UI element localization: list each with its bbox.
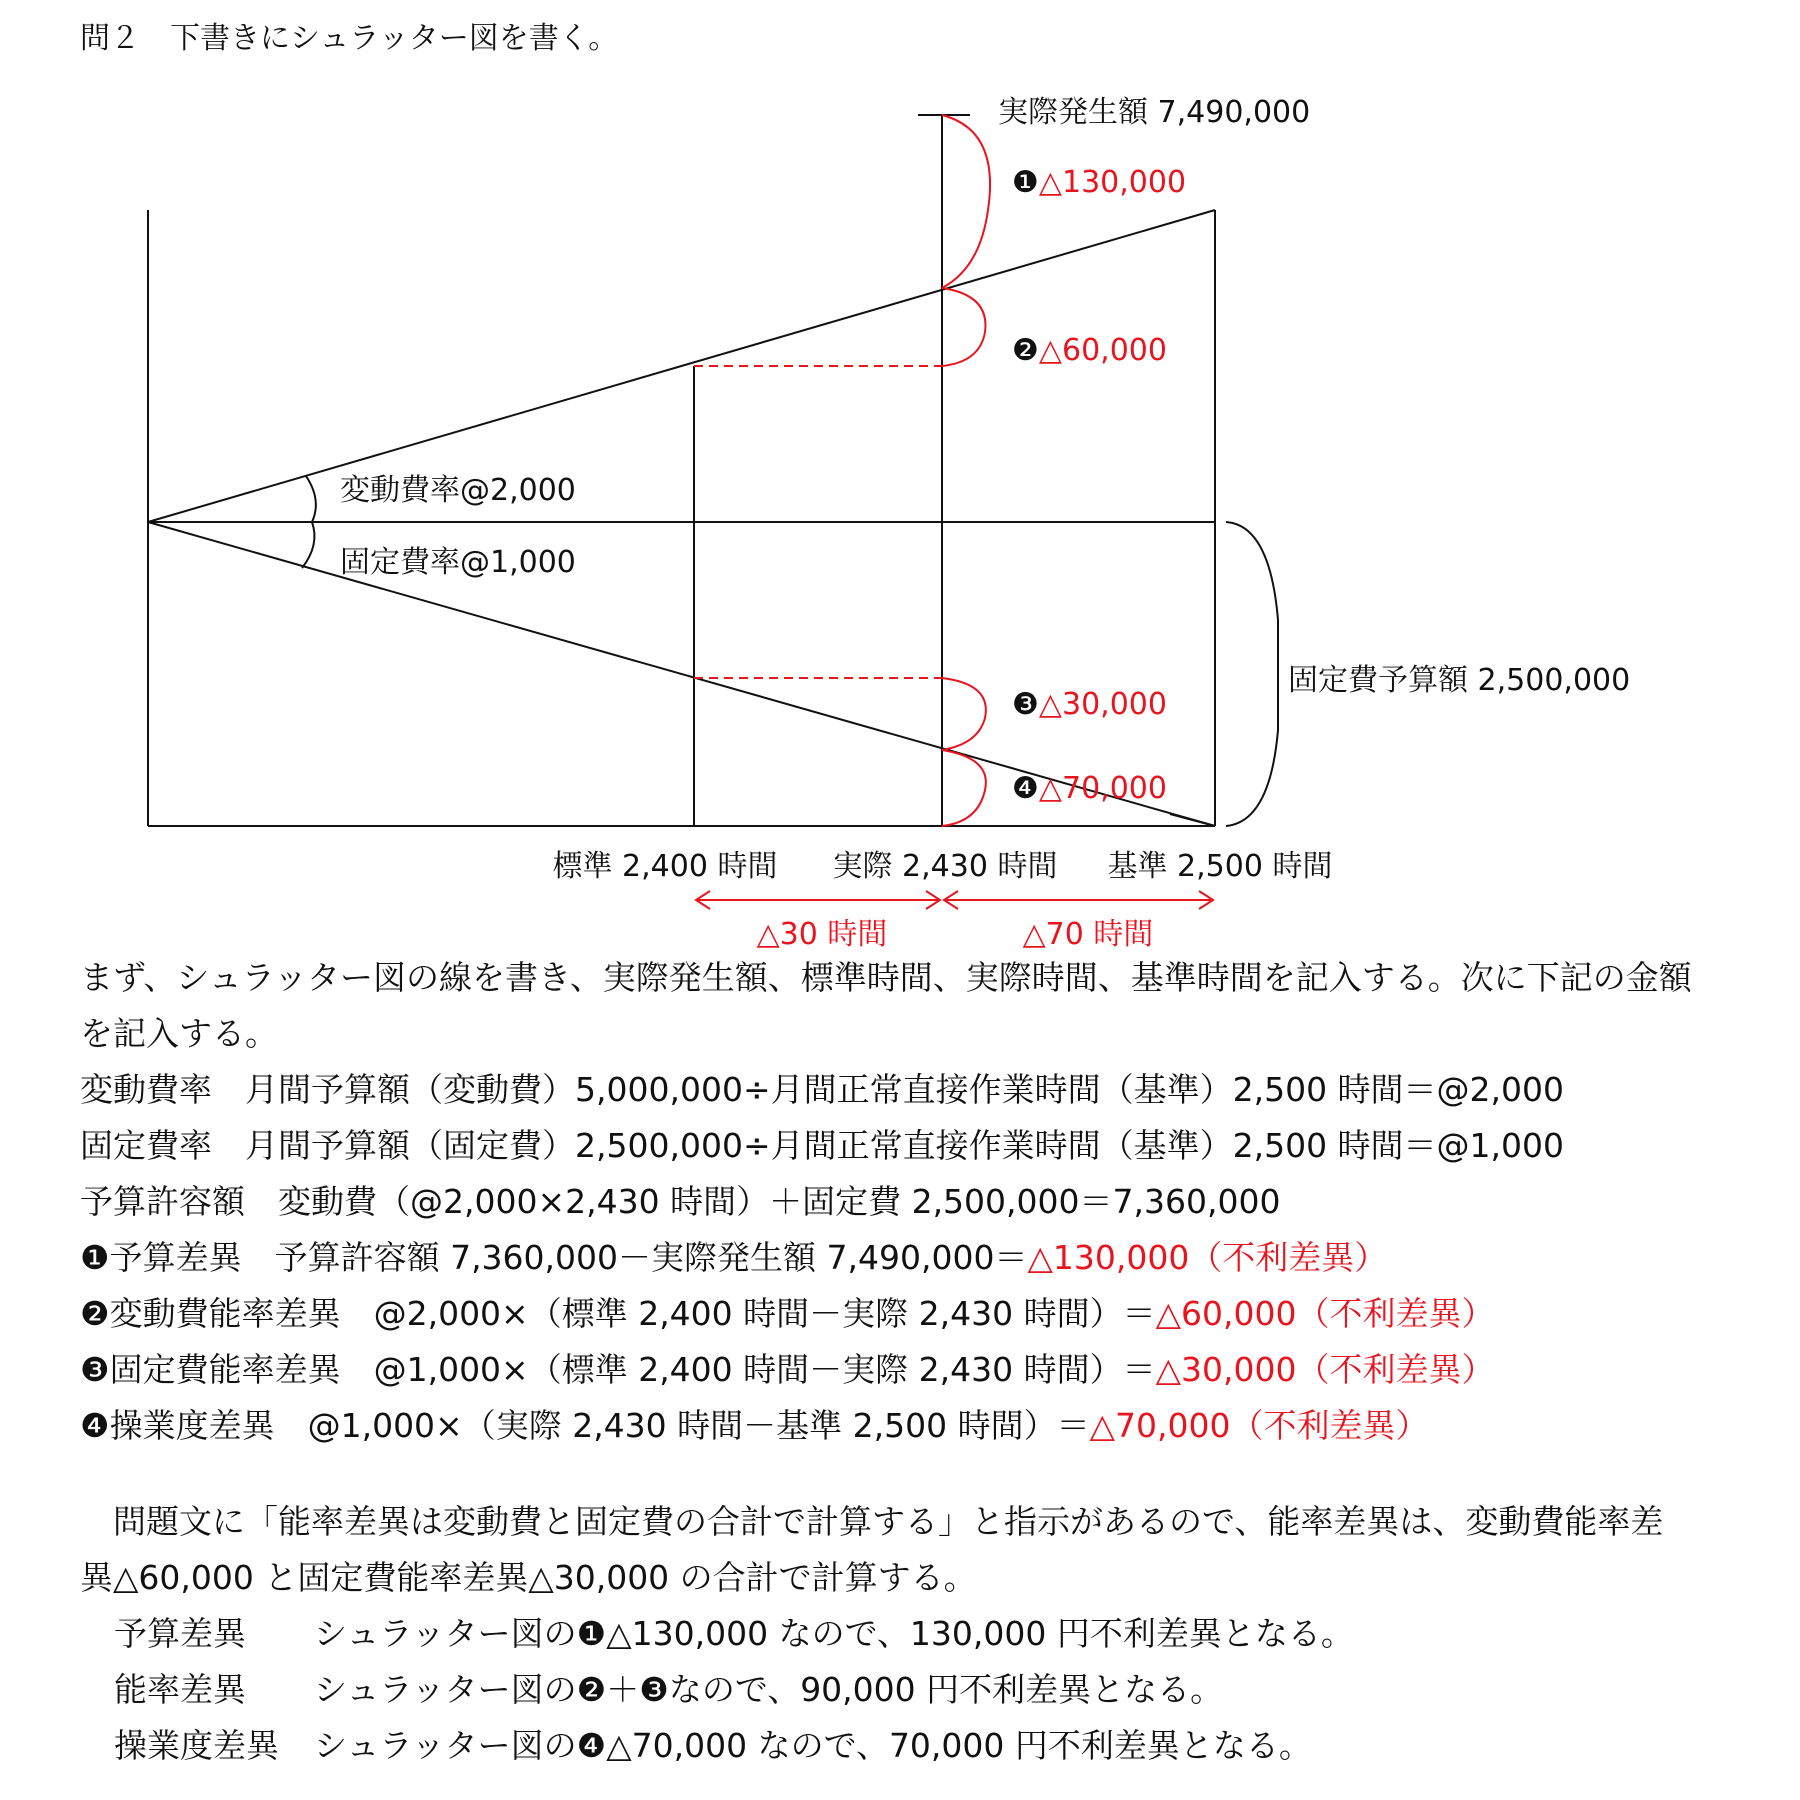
- variance-3-value: △30,000: [1038, 687, 1167, 722]
- heading: 問２ 下書きにシュラッター図を書く。: [80, 21, 619, 56]
- pointer-line: [1170, 814, 1215, 826]
- variance-1-value: △130,000: [1038, 165, 1187, 200]
- calc-allowance: 予算許容額 変動費（@2,000×2,430 時間）＋固定費 2,500,000＝7,360,000: [80, 1182, 1281, 1221]
- variance-label-1: [1012, 165, 1186, 200]
- fixed-budget-label: 固定費予算額 2,500,000: [1288, 663, 1631, 698]
- brace-1: [942, 115, 990, 288]
- variable-rate-arc: [306, 476, 316, 522]
- item-fixed-efficiency: [80, 1342, 1740, 1398]
- variance-3-marker: ❸: [1012, 687, 1039, 722]
- summary-2-text: シュラッター図の❷＋❸なので、90,000 円不利差異となる。: [314, 1670, 1224, 1709]
- item-3-result: △30,000（不利差異）: [1155, 1350, 1495, 1389]
- item-2-text: ❷変動費能率差異 @2,000×（標準 2,400 時間－実際 2,430 時間）＝: [80, 1294, 1156, 1333]
- summary-budget: [80, 1606, 1740, 1662]
- calc-variable-rate: 変動費率 月間予算額（変動費）5,000,000÷月間正常直接作業時間（基準）2,500 時間＝@2,000: [80, 1070, 1565, 1109]
- variance-label-4: [1012, 771, 1167, 806]
- brace-2: [942, 288, 985, 366]
- fixed-rate-label: 固定費率@1,000: [340, 545, 576, 580]
- actual-hours-label: 実際 2,430 時間: [832, 849, 1058, 884]
- item-4-result: △70,000（不利差異）: [1089, 1406, 1429, 1445]
- variable-rate-label: 変動費率@2,000: [340, 473, 576, 508]
- calc-fixed-rate: 固定費率 月間予算額（固定費）2,500,000÷月間正常直接作業時間（基準）2,500 時間＝@1,000: [80, 1126, 1565, 1165]
- actual-cost-label: 実際発生額 7,490,000: [998, 95, 1311, 130]
- summary-1-label: 予算差異: [114, 1614, 246, 1653]
- summary-2-label: 能率差異: [114, 1670, 246, 1709]
- standard-hours-label: 標準 2,400 時間: [552, 849, 778, 884]
- summary-efficiency: [80, 1662, 1740, 1718]
- note-line-1: 問題文に「能率差異は変動費と固定費の合計で計算する」と指示があるので、能率差異は、変動費能率差: [80, 1502, 1664, 1541]
- brace-3: [942, 678, 986, 750]
- base-hours-label: 基準 2,500 時間: [1107, 849, 1333, 884]
- summary-volume: [80, 1718, 1740, 1774]
- intro-line-1: まず、シュラッター図の線を書き、実際発生額、標準時間、実際時間、基準時間を記入する。次に下記の金額: [80, 958, 1692, 997]
- variance-4-marker: ❹: [1012, 771, 1039, 806]
- variance-2-value: △60,000: [1038, 333, 1167, 368]
- brace-4: [942, 750, 986, 826]
- intro-line-2: を記入する。: [80, 1014, 278, 1053]
- explanation: [80, 950, 1740, 1774]
- variance-1-marker: ❶: [1012, 165, 1039, 200]
- variance-label-3: [1012, 687, 1167, 722]
- variance-4-value: △70,000: [1038, 771, 1167, 806]
- variance-2-marker: ❷: [1012, 333, 1039, 368]
- variance-label-2: [1012, 333, 1167, 368]
- item-3-text: ❸固定費能率差異 @1,000×（標準 2,400 時間－実際 2,430 時間）＝: [80, 1350, 1156, 1389]
- summary-3-label: 操業度差異: [114, 1726, 279, 1765]
- item-budget-variance: [80, 1230, 1740, 1286]
- note-line-2: 異△60,000 と固定費能率差異△30,000 の合計で計算する。: [80, 1558, 977, 1597]
- diff-30-hours-label: △30 時間: [756, 917, 888, 952]
- item-1-text: ❶予算差異 予算許容額 7,360,000－実際発生額 7,490,000＝: [80, 1238, 1028, 1277]
- item-volume-variance: [80, 1398, 1740, 1454]
- item-2-result: △60,000（不利差異）: [1155, 1294, 1495, 1333]
- item-4-text: ❹操業度差異 @1,000×（実際 2,430 時間－基準 2,500 時間）＝: [80, 1406, 1090, 1445]
- summary-1-text: シュラッター図の❶△130,000 なので、130,000 円不利差異となる。: [314, 1614, 1354, 1653]
- summary-3-text: シュラッター図の❹△70,000 なので、70,000 円不利差異となる。: [314, 1726, 1312, 1765]
- fixed-rate-arc: [302, 522, 314, 568]
- fixed-budget-brace: [1226, 522, 1278, 826]
- item-variable-efficiency: [80, 1286, 1740, 1342]
- item-1-result: △130,000（不利差異）: [1027, 1238, 1388, 1277]
- diff-70-hours-label: △70 時間: [1022, 917, 1154, 952]
